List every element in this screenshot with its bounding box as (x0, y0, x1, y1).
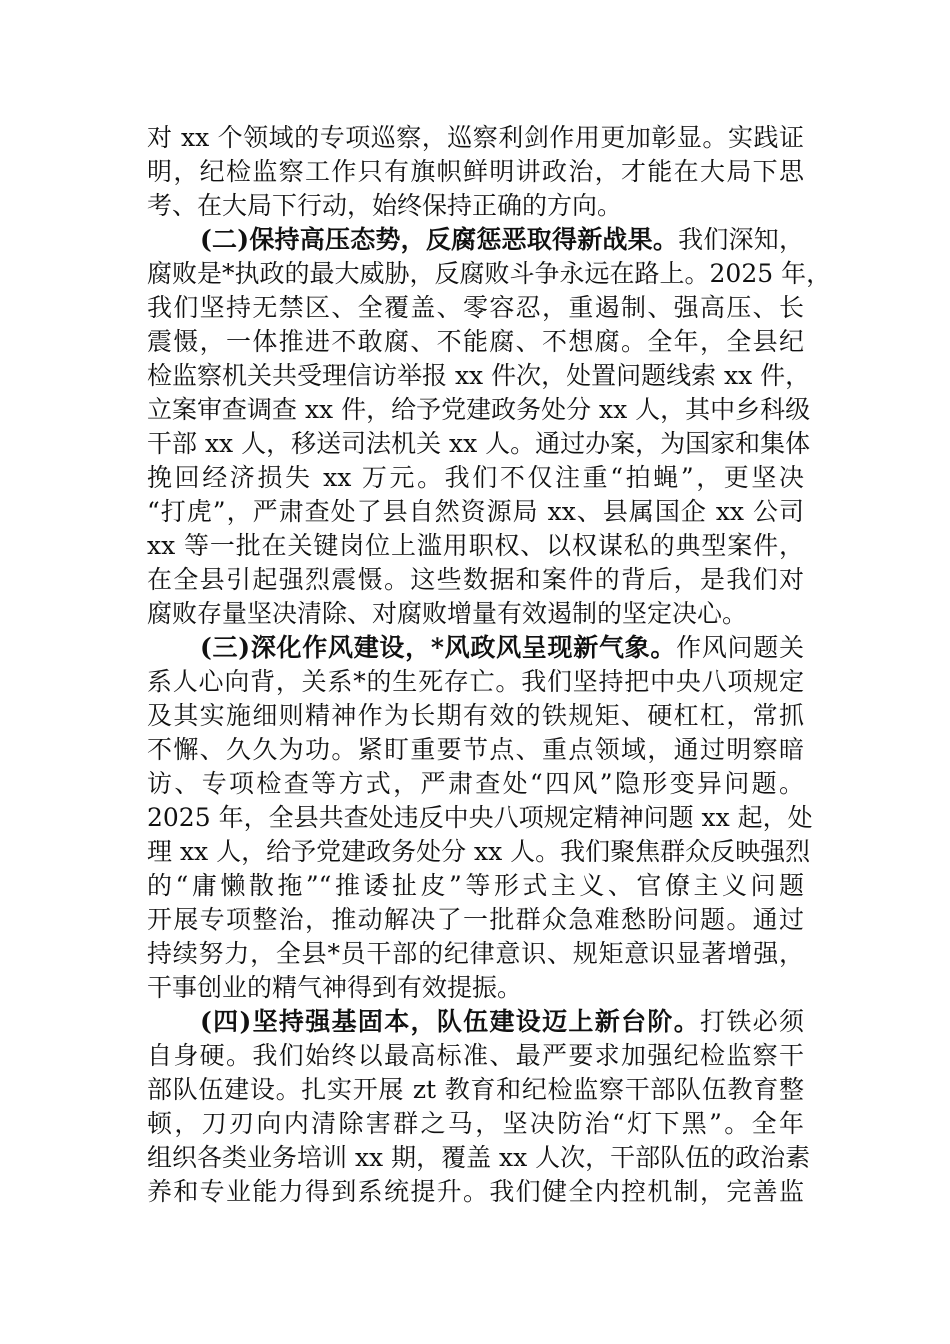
line-text: 立案审查调查 xx 件，给予党建政务处分 xx 人，其中乡科级 (147, 395, 811, 424)
line-text: 我们坚持无禁区、全覆盖、零容忍，重遏制、强高压、长 (147, 293, 804, 322)
text-line (147, 325, 804, 359)
text-line (147, 155, 804, 189)
line-text: 打铁必须 (700, 1007, 804, 1036)
line-text: 挽回经济损失 xx 万元。我们不仅注重“拍蝇”，更坚决 (147, 463, 804, 492)
text-line (147, 1039, 804, 1073)
line-text: “打虎”，严肃查处了县自然资源局 xx、县属国企 xx 公司 (147, 497, 804, 526)
line-text: 干部 xx 人，移送司法机关 xx 人。通过办案，为国家和集体 (147, 429, 811, 458)
text-line (147, 801, 813, 835)
line-text: 作风问题关 (676, 633, 804, 662)
text-line (147, 733, 804, 767)
line-text: 腐败存量坚决清除、对腐败增量有效遏制的坚定决心。 (147, 599, 748, 628)
line-text: 开展专项整治，推动解决了一批群众急难愁盼问题。通过 (147, 905, 804, 934)
line-text: 自身硬。我们始终以最高标准、最严要求加强纪检监察干 (147, 1041, 804, 1070)
text-line (147, 529, 804, 563)
text-line (147, 665, 804, 699)
text-line (147, 903, 804, 937)
line-text: 的“庸懒散拖”“推诿扯皮”等形式主义、官僚主义问题 (147, 871, 804, 900)
paragraph (147, 631, 813, 1005)
text-line (147, 869, 804, 903)
section-heading: (四)坚持强基固本，队伍建设迈上新台阶。 (200, 1007, 701, 1036)
text-line (147, 291, 804, 325)
line-text: 对 xx 个领域的专项巡察，巡察利剑作用更加彰显。实践证 (147, 123, 804, 152)
text-line (147, 631, 804, 665)
line-text: 考、在大局下行动，始终保持正确的方向。 (147, 191, 623, 220)
line-text: 部队伍建设。扎实开展 zt 教育和纪检监察干部队伍教育整 (147, 1075, 804, 1104)
text-line (147, 359, 811, 393)
text-line (147, 257, 832, 291)
text-line (147, 189, 804, 223)
line-text: 干事创业的精气神得到有效提振。 (147, 973, 523, 1002)
section-heading: (二)保持高压态势，反腐惩恶取得新战果。 (200, 225, 679, 254)
text-line (147, 461, 804, 495)
document-body (147, 121, 832, 1209)
line-text: 顿，刀刃向内清除害群之马，坚决防治“灯下黑”。全年 (147, 1109, 804, 1138)
line-text: 养和专业能力得到系统提升。我们健全内控机制，完善监 (147, 1177, 804, 1206)
text-line (147, 597, 804, 631)
text-line (147, 1073, 804, 1107)
text-line (147, 563, 804, 597)
text-line (147, 223, 804, 257)
line-text: 2025 年，全县共查处违反中央八项规定精神问题 xx 起，处 (147, 803, 813, 832)
line-text: 在全县引起强烈震慑。这些数据和案件的背后，是我们对 (147, 565, 804, 594)
paragraph (147, 1005, 811, 1209)
text-line (147, 427, 811, 461)
paragraph (147, 121, 804, 223)
line-text: 持续努力，全县*员干部的纪律意识、规矩意识显著增强， (147, 939, 804, 968)
text-line (147, 1005, 804, 1039)
text-line (147, 121, 804, 155)
text-line (147, 835, 811, 869)
text-line (147, 1141, 811, 1175)
paragraph (147, 223, 832, 631)
line-text: 不懈、久久为功。紧盯重要节点、重点领域，通过明察暗 (147, 735, 804, 764)
text-line (147, 971, 804, 1005)
text-line (147, 1175, 804, 1209)
line-text: 理 xx 人，给予党建政务处分 xx 人。我们聚焦群众反映强烈 (147, 837, 811, 866)
line-text: 访、专项检查等方式，严肃查处“四风”隐形变异问题。 (147, 769, 804, 798)
line-text: 及其实施细则精神作为长期有效的铁规矩、硬杠杠，常抓 (147, 701, 804, 730)
text-line (147, 699, 804, 733)
text-line (147, 937, 804, 971)
line-text: 明，纪检监察工作只有旗帜鲜明讲政治，才能在大局下思 (147, 157, 804, 186)
text-line (147, 1107, 804, 1141)
text-line (147, 495, 804, 529)
section-heading: (三)深化作风建设，*风政风呈现新气象。 (200, 633, 677, 662)
line-text: xx 等一批在关键岗位上滥用职权、以权谋私的典型案件， (147, 531, 804, 560)
text-line (147, 767, 804, 801)
line-text: 震慑，一体推进不敢腐、不能腐、不想腐。全年，全县纪 (147, 327, 804, 356)
line-text: 腐败是*执政的最大威胁，反腐败斗争永远在路上。2025 年， (147, 259, 832, 288)
line-text: 系人心向背，关系*的生死存亡。我们坚持把中央八项规定 (147, 667, 804, 696)
line-text: 我们深知， (678, 225, 804, 254)
text-line (147, 393, 811, 427)
line-text: 组织各类业务培训 xx 期，覆盖 xx 人次，干部队伍的政治素 (147, 1143, 811, 1172)
line-text: 检监察机关共受理信访举报 xx 件次，处置问题线索 xx 件， (147, 361, 811, 390)
